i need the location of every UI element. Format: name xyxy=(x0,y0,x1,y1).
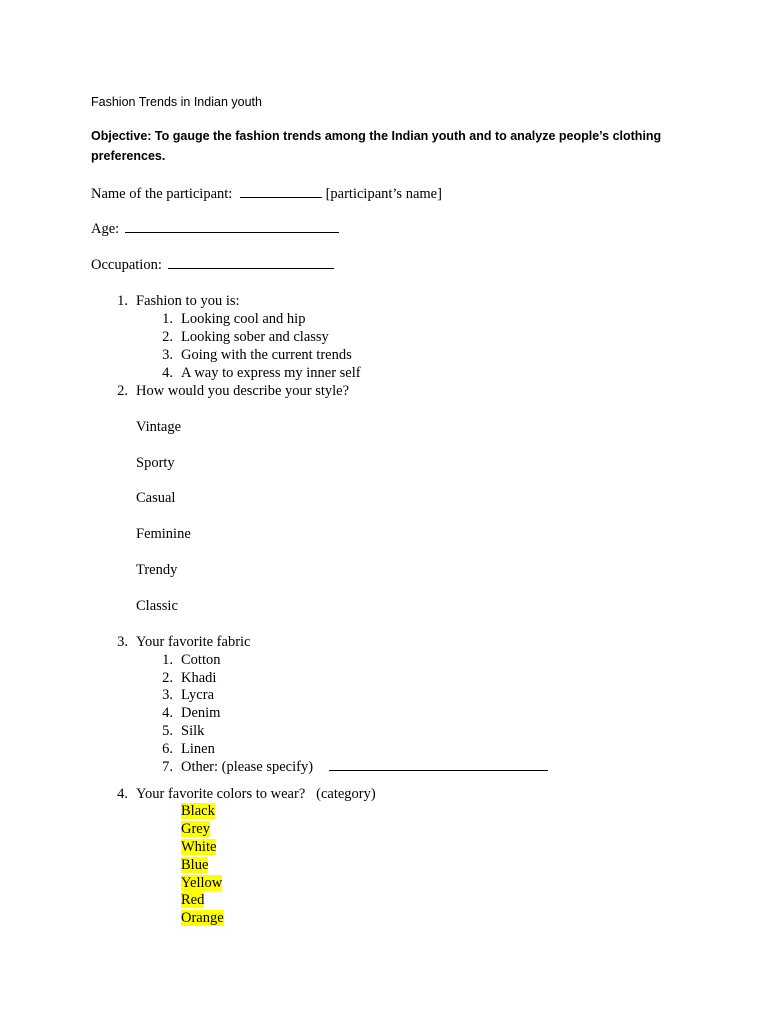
q4-option xyxy=(181,856,208,874)
q1-option: 1. Looking cool and hip xyxy=(162,311,306,327)
q3-option: 3. Lycra xyxy=(162,687,215,703)
q2-option: Vintage xyxy=(136,419,182,435)
question-number: 2. xyxy=(117,383,128,399)
age-label: Age: xyxy=(91,221,120,237)
highlighted-option: Orange xyxy=(181,910,224,926)
q2-option: Sporty xyxy=(136,455,175,471)
highlighted-option: Blue xyxy=(181,857,209,873)
name-field-row xyxy=(91,185,442,203)
question-number: 1. xyxy=(117,293,128,309)
question-text: How would you describe your style? xyxy=(136,383,350,399)
q4-option xyxy=(181,891,204,909)
q3-option: 5. Silk xyxy=(162,723,205,739)
question-2 xyxy=(108,382,349,400)
q2-option: Classic xyxy=(136,598,178,614)
name-label: Name of the participant: xyxy=(91,186,233,202)
q3-option: 4. Denim xyxy=(162,705,221,721)
q4-option xyxy=(181,802,215,820)
highlighted-option: Black xyxy=(181,803,215,819)
q3-option: 1. Cotton xyxy=(162,652,221,668)
objective-text: Objective: To gauge the fashion trends among the Indian youth and to analyze people’s clothing preferences. xyxy=(91,129,662,163)
question-number: 4. xyxy=(117,786,128,802)
age-field-row xyxy=(91,220,339,238)
name-blank-line xyxy=(240,185,322,198)
age-blank-line xyxy=(125,220,339,233)
q2-option: Trendy xyxy=(136,562,178,578)
q4-option xyxy=(181,874,222,892)
q1-option: 2. Looking sober and classy xyxy=(162,329,329,345)
name-hint: [participant’s name] xyxy=(325,186,442,202)
q3-option: 2. Khadi xyxy=(162,670,217,686)
highlighted-option: White xyxy=(181,839,217,855)
q4-option xyxy=(181,820,210,838)
highlighted-option: Red xyxy=(181,892,205,908)
q4-option xyxy=(181,909,224,927)
highlighted-option: Yellow xyxy=(181,875,223,891)
q1-option: 3. Going with the current trends xyxy=(162,347,352,363)
question-number: 3. xyxy=(117,634,128,650)
question-text: Your favorite fabric xyxy=(136,634,251,650)
occupation-blank-line xyxy=(168,256,334,269)
question-text: Your favorite colors to wear? (category) xyxy=(136,786,376,802)
highlighted-option: Grey xyxy=(181,821,210,837)
q1-option: 4. A way to express my inner self xyxy=(162,365,361,381)
document-title: Fashion Trends in Indian youth xyxy=(91,95,262,109)
q2-option: Casual xyxy=(136,490,176,506)
other-blank-line xyxy=(329,758,548,771)
question-4 xyxy=(108,785,376,803)
occupation-field-row xyxy=(91,256,334,274)
q3-option-other: 7. Other: (please specify) xyxy=(153,758,548,776)
occupation-label: Occupation: xyxy=(91,257,162,273)
question-1 xyxy=(108,292,240,310)
q2-option: Feminine xyxy=(136,526,191,542)
q4-option xyxy=(181,838,216,856)
q3-option: 6. Linen xyxy=(162,741,215,757)
question-3 xyxy=(108,633,251,651)
question-text: Fashion to you is: xyxy=(136,293,240,309)
